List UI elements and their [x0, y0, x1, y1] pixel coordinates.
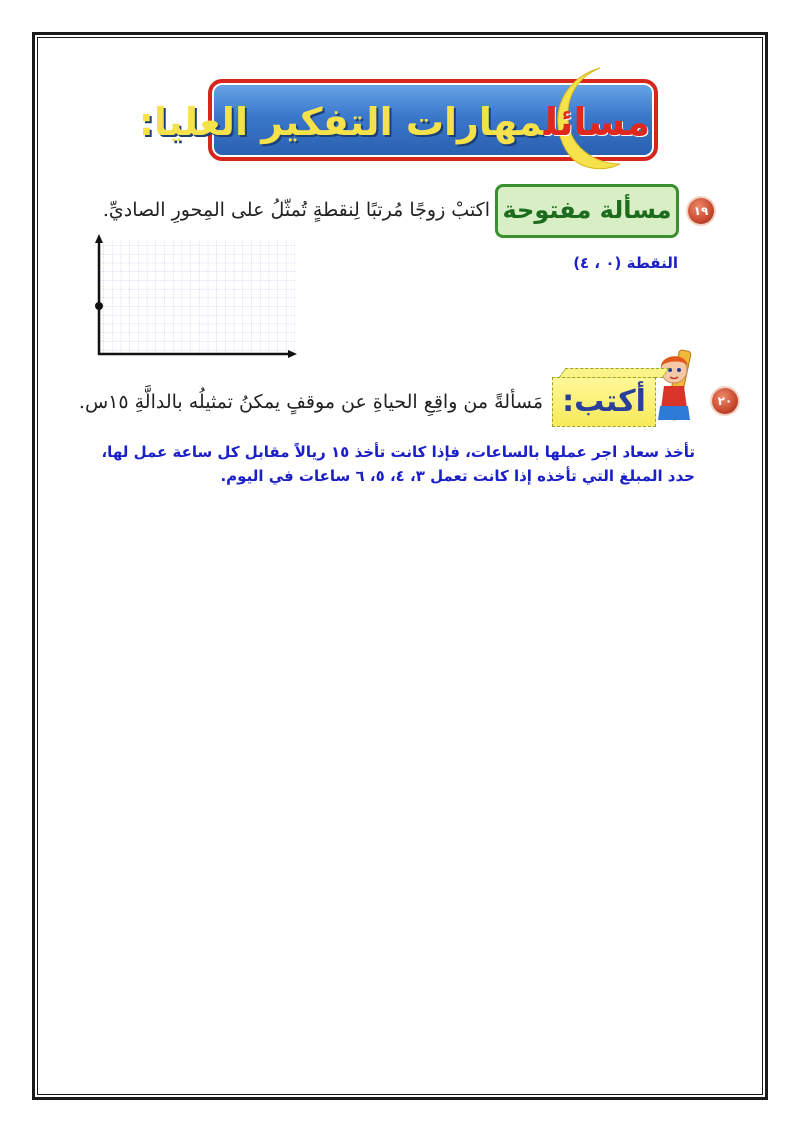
page-title — [139, 92, 650, 152]
write-badge: أكتب: — [552, 377, 656, 427]
question-19-text: اكتبْ زوجًا مُرتبًا لِنقطةٍ تُمثّلُ على المِحورِ الصاديِّ. — [102, 199, 490, 221]
grid-lines — [99, 240, 295, 354]
question-20-text: مَسألةً من واقِعِ الحياةِ عن موقفٍ يمكنُ تمثيلُه بالدالَّةِ ١٥س. — [78, 391, 543, 413]
open-problem-badge: مسألة مفتوحة — [495, 184, 679, 238]
y-axis-arrow — [95, 234, 103, 243]
question-19-answer: النقطة (٠ ، ٤) — [573, 254, 678, 272]
pencil-girl-icon — [650, 346, 702, 428]
coordinate-grid — [86, 228, 301, 364]
plotted-point — [95, 302, 103, 310]
title-rest: مهارات التفكير العليا: — [138, 100, 544, 144]
question-20-answer: تأخذ سعاد اجر عملها بالساعات، فإذا كانت تأخذ ١٥ ريالاً مقابل كل ساعة عمل لها، حدد المبلغ التي تأخذه إذا كانت تعمل ٣، ٤، ٥، ٦ ساعات في اليوم. — [101, 443, 695, 485]
question-19-number: ١٩ — [688, 198, 714, 224]
title-red-word: مسائل — [543, 100, 650, 144]
question-20-number: ٢٠ — [712, 388, 738, 414]
